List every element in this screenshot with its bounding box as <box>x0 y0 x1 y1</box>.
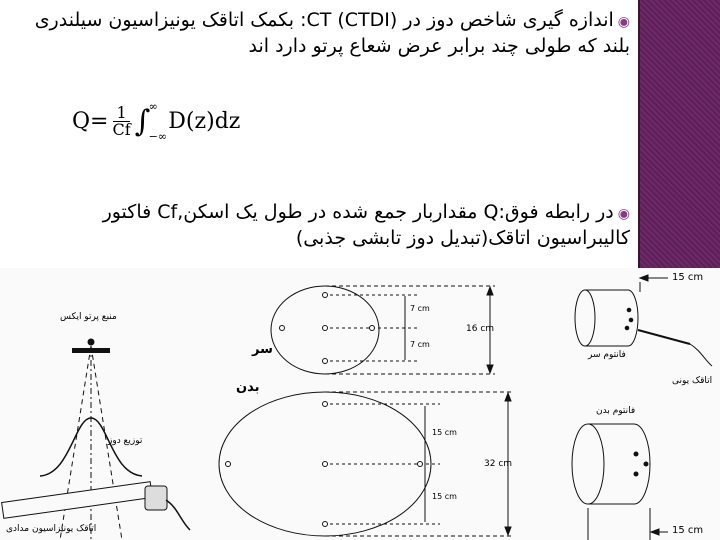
bullet-icon: ◉ <box>617 14 630 30</box>
bullet2-text: در رابطه فوق:Q مقداربار جمع شده در طول یک اسکن,Cf فاکتور کالیبراسیون اتاقک(تبدیل دوز تابشی جذبی) <box>102 201 630 249</box>
body-length-label: 15 cm <box>672 525 704 536</box>
body-label: بدن <box>236 380 260 395</box>
integral-upper-limit: ∞ <box>148 100 158 113</box>
formula-lhs: Q= <box>72 109 109 134</box>
dose-distribution-label: توزیع دوز <box>108 436 143 446</box>
head-phantom-label: فانتوم سر <box>588 350 626 360</box>
head-dim-bottom: 7 cm <box>410 340 430 349</box>
xray-source-label: منبع پرتو ایکس <box>60 312 117 322</box>
bullet1-text: اندازه گیری شاخص دوز در CT (CTDI): بکمک اتاقک یونیزاسیون سیلندری بلند که طولی چند برابر عرض شعاع پرتو دارد اند <box>34 9 630 57</box>
body-phantom-label: فانتوم بدن <box>596 406 636 416</box>
ctdi-measurement-figure <box>0 268 720 540</box>
formula-denominator: Cf <box>112 120 131 139</box>
head-dim-total: 16 cm <box>466 324 495 334</box>
formula-fraction <box>112 105 130 138</box>
bullet-ctdi-definition <box>30 8 630 58</box>
body-dim-total: 32 cm <box>484 459 513 469</box>
bullet-formula-explanation <box>10 200 630 250</box>
pencil-chamber-label: اتاقک یونیزاسیون مدادی <box>6 524 97 534</box>
integral-lower-limit: −∞ <box>148 130 168 143</box>
formula-integrand: D(z)dz <box>168 109 241 134</box>
ion-chamber-label: اتاقک یونی <box>672 376 713 386</box>
bullet-icon: ◉ <box>617 206 630 222</box>
integral-sign: ∫ ∞ −∞ <box>134 100 168 143</box>
head-length-label: 15 cm <box>672 272 704 283</box>
body-dim-top: 15 cm <box>432 428 457 437</box>
head-dim-top: 7 cm <box>410 304 430 313</box>
body-dim-bottom: 15 cm <box>432 492 457 501</box>
head-label: سر <box>252 342 273 357</box>
ctdi-formula <box>72 100 241 143</box>
figure-drawing <box>0 268 720 540</box>
formula-numerator: 1 <box>113 105 129 122</box>
